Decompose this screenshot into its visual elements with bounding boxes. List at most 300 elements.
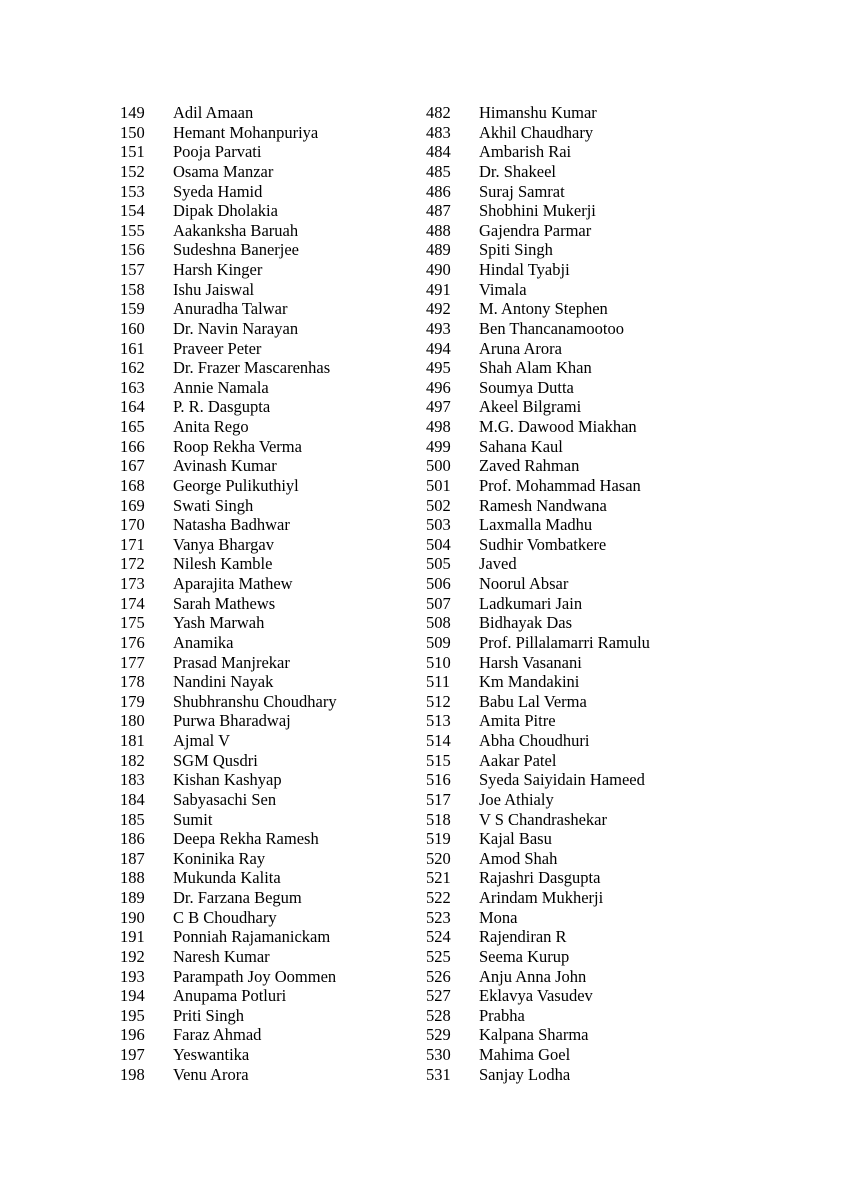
list-item — [120, 339, 337, 359]
entry-number: 193 — [120, 966, 145, 986]
entry-number: 171 — [120, 534, 145, 554]
list-item — [426, 397, 650, 417]
entry-number: 157 — [120, 260, 145, 279]
entry-name: Zaved Rahman — [479, 456, 580, 476]
entry-name: Laxmalla Madhu — [479, 515, 593, 535]
entry-name: Eklavya Vasudev — [479, 986, 593, 1006]
entry-number: 514 — [426, 731, 451, 750]
list-item — [426, 908, 650, 928]
entry-number: 165 — [120, 417, 145, 436]
list-item — [426, 182, 650, 202]
entry-number: 507 — [426, 593, 451, 613]
entry-number: 488 — [426, 220, 451, 240]
entry-name: Mukunda Kalita — [173, 868, 281, 888]
entry-number: 518 — [426, 809, 451, 829]
entry-name: Sudhir Vombatkere — [479, 534, 607, 554]
entry-number: 151 — [120, 142, 145, 162]
entry-number: 505 — [426, 554, 451, 574]
entry-number: 180 — [120, 711, 145, 731]
entry-number: 528 — [426, 1005, 451, 1025]
entry-number: 149 — [120, 103, 145, 122]
entry-name: Ishu Jaiswal — [173, 279, 255, 299]
entry-number: 504 — [426, 534, 451, 554]
entry-number: 186 — [120, 829, 145, 849]
list-item — [120, 672, 337, 692]
entry-name: Anju Anna John — [479, 966, 587, 986]
entry-number: 184 — [120, 789, 145, 809]
entry-name: Harsh Vasanani — [479, 652, 582, 672]
entry-number: 175 — [120, 613, 145, 633]
entry-number: 162 — [120, 358, 145, 378]
list-item — [426, 1006, 650, 1026]
list-item — [120, 967, 337, 987]
entry-name: Dipak Dholakia — [173, 201, 278, 221]
entry-name: Nilesh Kamble — [173, 554, 273, 574]
entry-name: Aakar Patel — [479, 750, 557, 770]
list-item — [426, 280, 650, 300]
entry-number: 484 — [426, 142, 451, 162]
entry-number: 524 — [426, 927, 451, 947]
entry-name: Aakanksha Baruah — [173, 220, 299, 240]
entry-name: Vanya Bhargav — [173, 534, 274, 554]
list-item — [120, 319, 337, 339]
entry-number: 177 — [120, 652, 145, 672]
entry-name: Anupama Potluri — [173, 986, 287, 1006]
list-item — [120, 1065, 337, 1085]
entry-name: Hindal Tyabji — [479, 260, 570, 279]
list-item — [426, 142, 650, 162]
list-item — [120, 927, 337, 947]
list-item — [426, 260, 650, 280]
list-item — [120, 221, 337, 241]
entry-name: Shobhini Mukerji — [479, 201, 596, 221]
list-item — [426, 711, 650, 731]
entry-name: M. Antony Stephen — [479, 299, 608, 319]
list-item — [120, 437, 337, 457]
entry-number: 495 — [426, 358, 451, 378]
entry-name: Prasad Manjrekar — [173, 652, 290, 672]
entry-name: Syeda Hamid — [173, 181, 263, 201]
entry-name: Bidhayak Das — [479, 613, 573, 633]
entry-number: 173 — [120, 574, 145, 593]
list-item — [426, 829, 650, 849]
list-item — [426, 888, 650, 908]
entry-number: 486 — [426, 181, 451, 201]
entry-name: Avinash Kumar — [173, 456, 277, 476]
list-item — [426, 594, 650, 614]
entry-number: 154 — [120, 201, 145, 221]
entry-name: Kalpana Sharma — [479, 1025, 589, 1045]
list-item — [426, 672, 650, 692]
entry-name: Annie Namala — [173, 377, 269, 397]
entry-number: 498 — [426, 417, 451, 436]
entry-number: 492 — [426, 299, 451, 319]
entry-name: Anamika — [173, 632, 234, 652]
list-item — [120, 260, 337, 280]
list-item — [120, 240, 337, 260]
entry-number: 494 — [426, 338, 451, 358]
entry-number: 192 — [120, 946, 145, 966]
entry-number: 515 — [426, 750, 451, 770]
list-item — [120, 162, 337, 182]
signatory-list-right — [426, 103, 650, 1084]
list-item — [120, 515, 337, 535]
entry-number: 182 — [120, 750, 145, 770]
entry-name: Dr. Navin Narayan — [173, 318, 299, 338]
list-item — [120, 1006, 337, 1026]
entry-name: Himanshu Kumar — [479, 103, 597, 122]
list-item — [120, 790, 337, 810]
entry-number: 497 — [426, 397, 451, 417]
entry-number: 520 — [426, 848, 451, 868]
list-item — [426, 221, 650, 241]
entry-number: 188 — [120, 868, 145, 888]
entry-number: 482 — [426, 103, 451, 122]
entry-name: Rajendiran R — [479, 927, 567, 947]
list-item — [426, 574, 650, 594]
entry-number: 526 — [426, 966, 451, 986]
signatory-list-left — [120, 103, 337, 1084]
list-item — [120, 299, 337, 319]
list-item — [426, 947, 650, 967]
entry-name: Babu Lal Verma — [479, 691, 587, 711]
entry-number: 170 — [120, 515, 145, 535]
list-item — [426, 810, 650, 830]
list-item — [426, 986, 650, 1006]
entry-name: Joe Athialy — [479, 789, 554, 809]
entry-name: Naresh Kumar — [173, 946, 270, 966]
list-item — [120, 751, 337, 771]
list-item — [426, 790, 650, 810]
entry-number: 511 — [426, 672, 451, 692]
entry-name: Aparajita Mathew — [173, 574, 293, 593]
list-item — [120, 711, 337, 731]
entry-name: Pooja Parvati — [173, 142, 262, 162]
list-item — [426, 437, 650, 457]
entry-number: 499 — [426, 436, 451, 456]
list-item — [426, 967, 650, 987]
entry-number: 525 — [426, 946, 451, 966]
entry-name: Adil Amaan — [173, 103, 254, 122]
list-item — [120, 554, 337, 574]
list-item — [120, 378, 337, 398]
list-item — [120, 810, 337, 830]
entry-name: Kishan Kashyap — [173, 770, 282, 790]
entry-number: 168 — [120, 475, 145, 495]
entry-name: Amod Shah — [479, 848, 558, 868]
entry-name: Purwa Bharadwaj — [173, 711, 291, 731]
entry-name: Rajashri Dasgupta — [479, 868, 601, 888]
entry-name: Km Mandakini — [479, 672, 580, 692]
entry-name: Prof. Pillalamarri Ramulu — [479, 632, 650, 652]
entry-number: 502 — [426, 495, 451, 515]
entry-number: 163 — [120, 377, 145, 397]
entry-name: Aruna Arora — [479, 338, 562, 358]
list-item — [120, 888, 337, 908]
entry-number: 167 — [120, 456, 145, 476]
entry-name: Abha Choudhuri — [479, 731, 590, 750]
entry-number: 508 — [426, 613, 451, 633]
entry-number: 496 — [426, 377, 451, 397]
entry-number: 523 — [426, 907, 451, 927]
entry-number: 527 — [426, 986, 451, 1006]
list-item — [120, 1045, 337, 1065]
entry-number: 152 — [120, 161, 145, 181]
entry-number: 517 — [426, 789, 451, 809]
entry-name: Yeswantika — [173, 1045, 250, 1064]
entry-name: Kajal Basu — [479, 829, 552, 849]
list-item — [426, 731, 650, 751]
entry-name: Venu Arora — [173, 1064, 249, 1084]
entry-number: 195 — [120, 1005, 145, 1025]
entry-number: 196 — [120, 1025, 145, 1045]
list-item — [426, 554, 650, 574]
list-item — [120, 731, 337, 751]
list-item — [426, 751, 650, 771]
entry-name: P. R. Dasgupta — [173, 397, 271, 417]
entry-name: Javed — [479, 554, 517, 574]
entry-number: 179 — [120, 691, 145, 711]
list-item — [120, 123, 337, 143]
entry-name: Mona — [479, 907, 518, 927]
entry-number: 516 — [426, 770, 451, 790]
entry-name: Sarah Mathews — [173, 593, 276, 613]
entry-name: Dr. Shakeel — [479, 161, 556, 181]
entry-number: 181 — [120, 731, 145, 750]
entry-number: 510 — [426, 652, 451, 672]
entry-name: Parampath Joy Oommen — [173, 966, 337, 986]
entry-number: 501 — [426, 475, 451, 495]
list-item — [426, 1065, 650, 1085]
entry-number: 187 — [120, 848, 145, 868]
list-item — [120, 417, 337, 437]
list-item — [426, 515, 650, 535]
entry-name: Suraj Samrat — [479, 181, 565, 201]
list-item — [120, 201, 337, 221]
entry-name: Ladkumari Jain — [479, 593, 583, 613]
list-item — [120, 829, 337, 849]
entry-name: Ponniah Rajamanickam — [173, 927, 331, 947]
entry-name: Deepa Rekha Ramesh — [173, 829, 319, 849]
list-item — [120, 908, 337, 928]
entry-name: Syeda Saiyidain Hameed — [479, 770, 645, 790]
entry-number: 489 — [426, 240, 451, 260]
entry-number: 161 — [120, 338, 145, 358]
entry-name: Natasha Badhwar — [173, 515, 290, 535]
list-item — [120, 770, 337, 790]
entry-name: Nandini Nayak — [173, 672, 274, 692]
list-item — [120, 142, 337, 162]
list-item — [426, 1045, 650, 1065]
list-item — [120, 986, 337, 1006]
list-item — [426, 1025, 650, 1045]
entry-number: 531 — [426, 1064, 451, 1084]
entry-number: 158 — [120, 279, 145, 299]
entry-number: 487 — [426, 201, 451, 221]
list-item — [120, 358, 337, 378]
list-item — [426, 378, 650, 398]
entry-name: Swati Singh — [173, 495, 254, 515]
entry-number: 160 — [120, 318, 145, 338]
list-item — [120, 496, 337, 516]
entry-name: Seema Kurup — [479, 946, 570, 966]
list-item — [120, 535, 337, 555]
list-item — [426, 476, 650, 496]
list-item — [426, 162, 650, 182]
entry-number: 176 — [120, 632, 145, 652]
entry-number: 178 — [120, 672, 145, 692]
entry-number: 159 — [120, 299, 145, 319]
entry-number: 185 — [120, 809, 145, 829]
entry-number: 521 — [426, 868, 451, 888]
entry-name: Gajendra Parmar — [479, 220, 592, 240]
entry-number: 153 — [120, 181, 145, 201]
list-item — [120, 868, 337, 888]
entry-number: 490 — [426, 260, 451, 279]
list-item — [426, 868, 650, 888]
entry-name: Ambarish Rai — [479, 142, 572, 162]
entry-name: Yash Marwah — [173, 613, 265, 633]
entry-number: 166 — [120, 436, 145, 456]
entry-number: 183 — [120, 770, 145, 790]
entry-number: 155 — [120, 220, 145, 240]
entry-number: 506 — [426, 574, 451, 593]
list-item — [120, 397, 337, 417]
list-item — [426, 633, 650, 653]
list-item — [426, 417, 650, 437]
list-item — [120, 476, 337, 496]
list-item — [120, 456, 337, 476]
list-item — [120, 633, 337, 653]
entry-number: 493 — [426, 318, 451, 338]
entry-number: 512 — [426, 691, 451, 711]
entry-number: 172 — [120, 554, 145, 574]
list-item — [120, 594, 337, 614]
list-item — [426, 692, 650, 712]
entry-name: Shubhranshu Choudhary — [173, 691, 337, 711]
entry-name: Osama Manzar — [173, 161, 274, 181]
entry-name: Sabyasachi Sen — [173, 789, 277, 809]
entry-name: Akhil Chaudhary — [479, 122, 594, 142]
entry-name: George Pulikuthiyl — [173, 475, 299, 495]
entry-name: SGM Qusdri — [173, 750, 258, 770]
list-item — [426, 103, 650, 123]
list-item — [120, 574, 337, 594]
list-item — [120, 280, 337, 300]
entry-name: Sudeshna Banerjee — [173, 240, 299, 260]
entry-name: Shah Alam Khan — [479, 358, 592, 378]
list-item — [120, 103, 337, 123]
entry-name: C B Choudhary — [173, 907, 277, 927]
entry-number: 198 — [120, 1064, 145, 1084]
entry-number: 169 — [120, 495, 145, 515]
list-item — [120, 692, 337, 712]
entry-name: Anuradha Talwar — [173, 299, 288, 319]
entry-number: 483 — [426, 122, 451, 142]
entry-number: 197 — [120, 1045, 145, 1064]
entry-number: 529 — [426, 1025, 451, 1045]
entry-name: Dr. Frazer Mascarenhas — [173, 358, 331, 378]
entry-number: 191 — [120, 927, 145, 947]
list-item — [120, 653, 337, 673]
list-item — [120, 849, 337, 869]
entry-name: Koninika Ray — [173, 848, 266, 868]
entry-name: Ben Thancanamootoo — [479, 318, 624, 338]
list-item — [426, 496, 650, 516]
entry-name: Anita Rego — [173, 417, 249, 436]
entry-number: 189 — [120, 888, 145, 907]
entry-name: Spiti Singh — [479, 240, 553, 260]
entry-name: V S Chandrashekar — [479, 809, 608, 829]
entry-number: 503 — [426, 515, 451, 535]
entry-number: 519 — [426, 829, 451, 849]
entry-name: Hemant Mohanpuriya — [173, 122, 319, 142]
entry-number: 509 — [426, 632, 451, 652]
entry-name: Sahana Kaul — [479, 436, 563, 456]
list-item — [426, 456, 650, 476]
entry-name: Vimala — [479, 279, 527, 299]
entry-name: Roop Rekha Verma — [173, 436, 302, 456]
entry-number: 174 — [120, 593, 145, 613]
entry-name: Praveer Peter — [173, 338, 262, 358]
entry-name: Dr. Farzana Begum — [173, 888, 302, 907]
entry-name: Sumit — [173, 809, 213, 829]
entry-name: Noorul Absar — [479, 574, 569, 593]
entry-name: Ramesh Nandwana — [479, 495, 607, 515]
list-item — [426, 770, 650, 790]
entry-number: 156 — [120, 240, 145, 260]
list-item — [120, 182, 337, 202]
entry-number: 485 — [426, 161, 451, 181]
list-item — [120, 613, 337, 633]
list-item — [426, 299, 650, 319]
entry-number: 190 — [120, 907, 145, 927]
list-item — [426, 535, 650, 555]
list-item — [426, 319, 650, 339]
entry-name: Arindam Mukherji — [479, 888, 604, 907]
entry-name: M.G. Dawood Miakhan — [479, 417, 637, 436]
list-item — [120, 1025, 337, 1045]
entry-name: Akeel Bilgrami — [479, 397, 582, 417]
list-item — [426, 201, 650, 221]
entry-name: Prabha — [479, 1005, 525, 1025]
entry-number: 164 — [120, 397, 145, 417]
entry-name: Priti Singh — [173, 1005, 245, 1025]
entry-number: 500 — [426, 456, 451, 476]
entry-number: 194 — [120, 986, 145, 1006]
entry-number: 150 — [120, 122, 145, 142]
list-item — [426, 123, 650, 143]
entry-name: Mahima Goel — [479, 1045, 571, 1064]
entry-name: Faraz Ahmad — [173, 1025, 262, 1045]
entry-number: 491 — [426, 279, 451, 299]
entry-number: 513 — [426, 711, 451, 731]
list-item — [426, 240, 650, 260]
entry-name: Amita Pitre — [479, 711, 556, 731]
entry-name: Prof. Mohammad Hasan — [479, 475, 641, 495]
list-item — [426, 339, 650, 359]
list-item — [120, 947, 337, 967]
entry-number: 530 — [426, 1045, 451, 1064]
list-item — [426, 927, 650, 947]
entry-name: Sanjay Lodha — [479, 1064, 571, 1084]
entry-number: 522 — [426, 888, 451, 907]
list-item — [426, 653, 650, 673]
entry-name: Harsh Kinger — [173, 260, 263, 279]
entry-name: Soumya Dutta — [479, 377, 574, 397]
list-item — [426, 849, 650, 869]
list-item — [426, 613, 650, 633]
